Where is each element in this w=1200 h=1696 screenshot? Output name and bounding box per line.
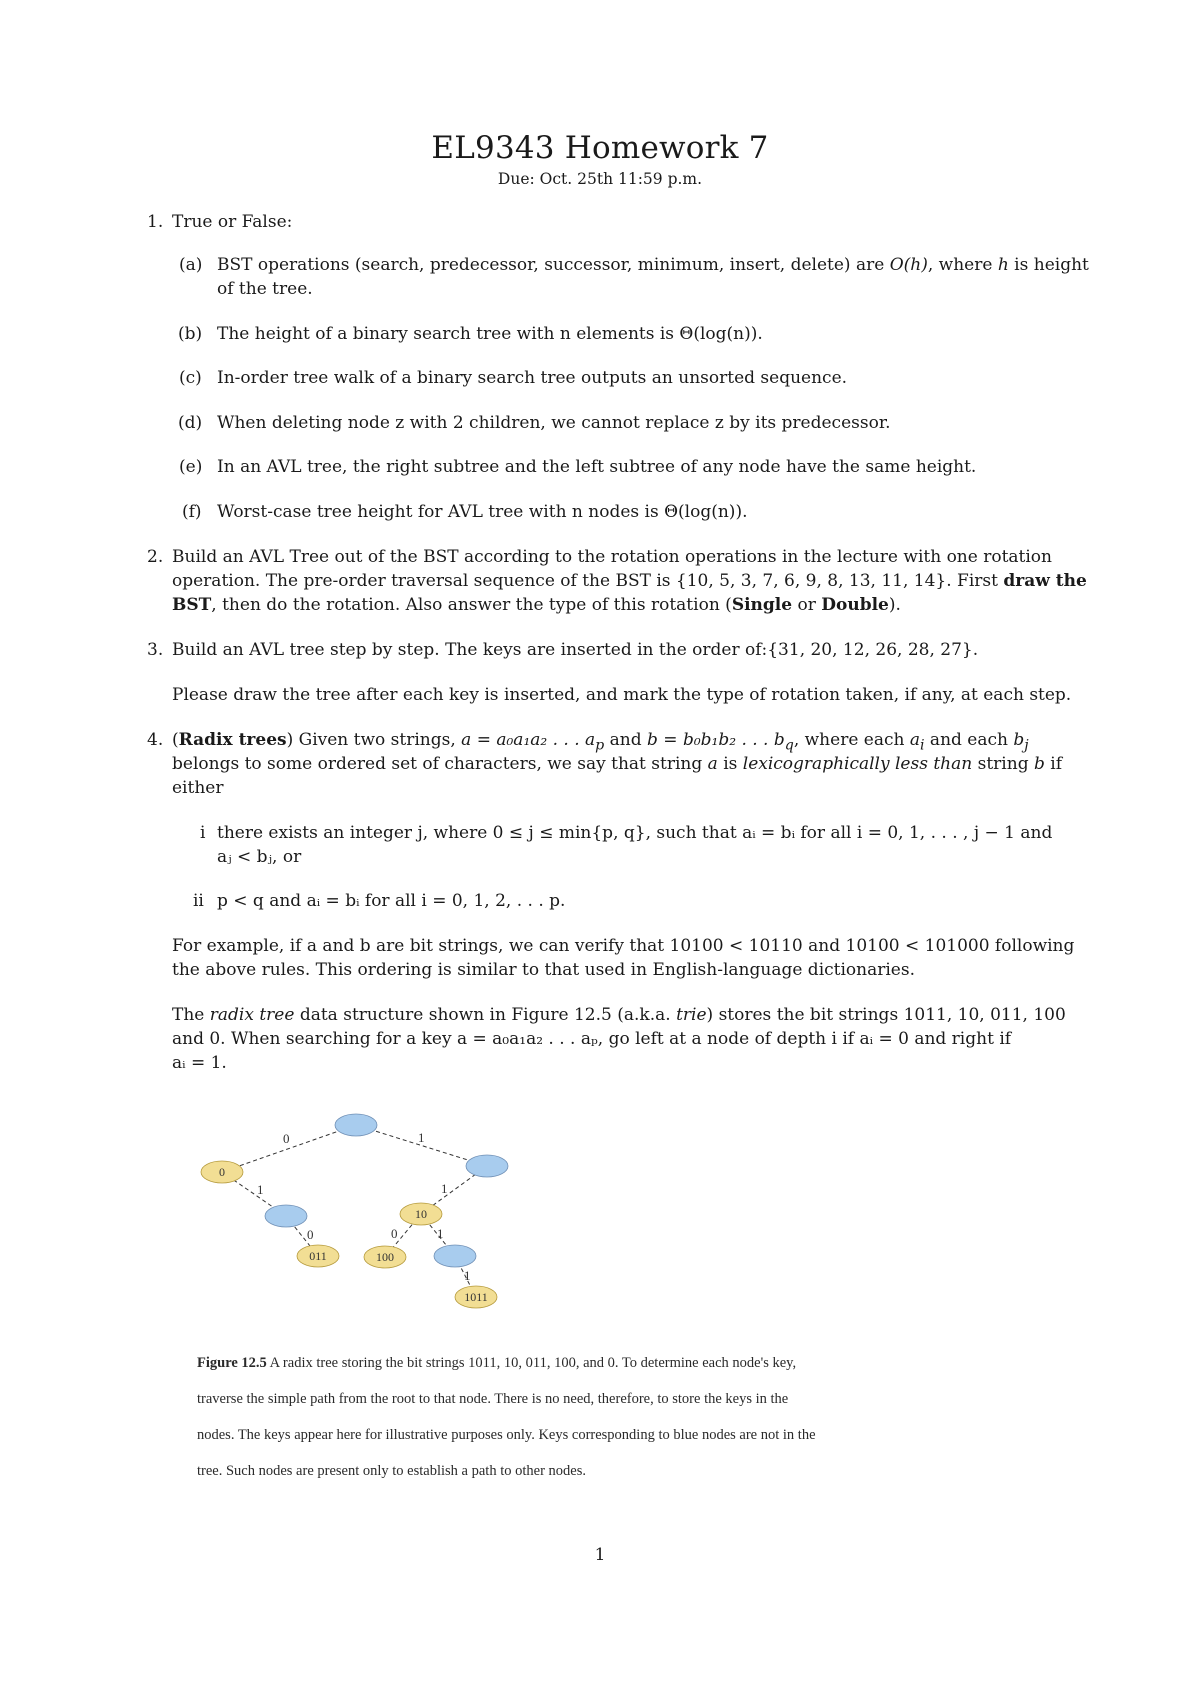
node-label-0: 0 <box>219 1165 225 1179</box>
q1b-label: (b) <box>178 324 203 344</box>
q4-number: 4. <box>147 730 164 750</box>
radix-line3: aᵢ = 1. <box>172 1053 227 1073</box>
cond-ii-text: p < q and aᵢ = bᵢ for all i = 0, 1, 2, . . . p. <box>217 891 566 911</box>
q1b-text: The height of a binary search tree with n elements is Θ(log(n)). <box>217 324 763 344</box>
q1a-label: (a) <box>179 255 203 275</box>
node-label-100: 100 <box>376 1250 394 1264</box>
page-title: EL9343 Homework 7 <box>431 130 769 166</box>
radix-line2: and 0. When searching for a key a = a₀a₁a₂ . . . aₚ, go left at a node of depth i if aᵢ = 0 and right if <box>172 1029 1012 1049</box>
q3-line1: Build an AVL tree step by step. The keys are inserted in the order of:{31, 20, 12, 26, 28, 27}. <box>172 640 979 660</box>
due-date: Due: Oct. 25th 11:59 p.m. <box>497 170 703 188</box>
cond-i-label: i <box>200 823 206 843</box>
q3-number: 3. <box>147 640 164 660</box>
radix-node-01 <box>265 1205 307 1227</box>
edge-label-root-1: 1 <box>418 1130 425 1145</box>
node-label-10: 10 <box>415 1207 427 1221</box>
cond-ii-label: ii <box>193 891 204 911</box>
example-line2: the above rules. This ordering is similar to that used in English-language dictionaries. <box>172 960 915 980</box>
q2-line1: Build an AVL Tree out of the BST according to the rotation operations in the lecture with one rotation <box>172 547 1052 567</box>
q1f-label: (f) <box>182 502 202 522</box>
radix-line1: The radix tree data structure shown in Figure 12.5 (a.k.a. trie) stores the bit strings 1011, 10, 011, 100 <box>172 1005 1066 1025</box>
edge-label-101-1011: 1 <box>464 1268 471 1283</box>
q2-line2: operation. The pre-order traversal sequence of the BST is {10, 5, 3, 7, 6, 9, 8, 13, 11, 14}. First draw the <box>172 571 1087 591</box>
q4-line3: either <box>172 778 224 798</box>
edge-label-10-100: 0 <box>391 1226 398 1241</box>
q2-line3: BST, then do the rotation. Also answer the type of this rotation (Single or Double). <box>172 595 901 615</box>
edge-label-01-011: 0 <box>307 1227 314 1242</box>
q1a-text: BST operations (search, predecessor, successor, minimum, insert, delete) are O(h), where h is height <box>217 255 1089 275</box>
edge-label-10-101: 1 <box>437 1226 444 1241</box>
q1a-text-cont: of the tree. <box>217 279 313 299</box>
node-label-011: 011 <box>309 1249 327 1263</box>
radix-node-101 <box>434 1245 476 1267</box>
edge-label-0-01: 1 <box>257 1182 264 1197</box>
q1-heading: True or False: <box>172 212 293 232</box>
q1d-label: (d) <box>178 413 203 433</box>
q1e-label: (e) <box>179 457 203 477</box>
q1e-text: In an AVL tree, the right subtree and the left subtree of any node have the same height. <box>217 457 977 477</box>
radix-node-1 <box>466 1155 508 1177</box>
cond-i-text-cont: aⱼ < bⱼ, or <box>217 847 302 867</box>
q1c-text: In-order tree walk of a binary search tree outputs an unsorted sequence. <box>217 368 848 388</box>
q1f-text: Worst-case tree height for AVL tree with n nodes is Θ(log(n)). <box>217 502 748 522</box>
radix-node-root <box>335 1114 377 1136</box>
q1c-label: (c) <box>179 368 202 388</box>
q1-number: 1. <box>147 212 164 232</box>
q2-number: 2. <box>147 547 164 567</box>
edge-label-1-10: 1 <box>441 1181 448 1196</box>
cond-i-text: there exists an integer j, where 0 ≤ j ≤ min{p, q}, such that aᵢ = bᵢ for all i = 0, 1, . . . , j − 1 and <box>217 823 1053 843</box>
page-number: 1 <box>594 1545 606 1565</box>
edge-label-root-0: 0 <box>283 1131 290 1146</box>
q4-line1: (Radix trees) Given two strings, a = a₀a₁a₂ . . . $a_p$ and b = b₀b₁b₂ . . . $b_q$, where each $a_i$ and each $b_j$ <box>172 730 1029 754</box>
node-label-1011: 1011 <box>464 1290 488 1304</box>
q4-line2: belongs to some ordered set of characters, we say that string a is lexicographically less than string b if <box>172 754 1063 774</box>
q3-line2: Please draw the tree after each key is inserted, and mark the type of rotation taken, if any, at each step. <box>172 685 1072 705</box>
q1d-text: When deleting node z with 2 children, we cannot replace z by its predecessor. <box>217 413 891 433</box>
figure-caption: Figure 12.5 A radix tree storing the bit strings 1011, 10, 011, 100, and 0. To determine each node's key, traverse the simple path from the root to that node. There is no need, therefore, to store the keys in the nodes. The keys appear here for illustrative purposes only. Keys corresponding to blue nodes are not in the tree. Such nodes are present only to establish a path to other nodes. <box>197 1355 816 1479</box>
example-line1: For example, if a and b are bit strings, we can verify that 10100 < 10110 and 10100 < 101000 following <box>172 936 1075 956</box>
